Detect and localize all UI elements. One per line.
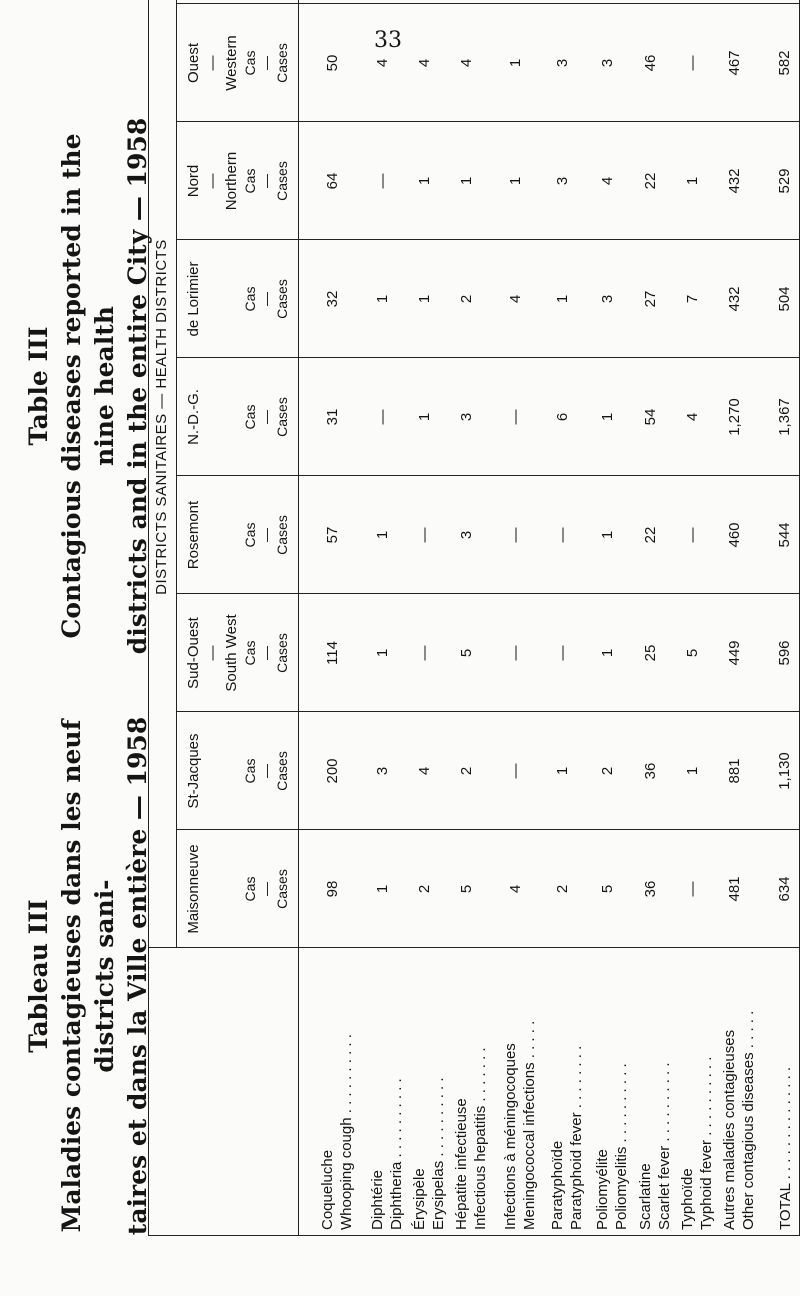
- case-count-cell: 1: [374, 884, 391, 894]
- cases-label-line: Cases: [274, 279, 290, 319]
- cases-label-line: Cases: [274, 43, 290, 83]
- case-count-cell: 1: [374, 648, 391, 658]
- case-count-cell: 1: [374, 530, 391, 540]
- case-count-cell: 3: [599, 294, 616, 304]
- case-count-cell: —: [684, 527, 701, 543]
- case-count-cell: 3: [458, 412, 475, 422]
- case-count-cell: [642, 0, 659, 4]
- cases-label-line: [274, 0, 290, 4]
- case-count-cell: [374, 0, 391, 4]
- column-rule: [148, 1235, 800, 1236]
- case-count-cell: 1: [507, 176, 524, 186]
- case-count-cell: 22: [642, 526, 659, 544]
- disease-label-line: Paratyphoïde: [549, 1140, 566, 1230]
- cases-label-line: Cas: [242, 286, 258, 312]
- district-name-line: de Lorimier: [185, 261, 202, 337]
- cases-label: [242, 712, 290, 830]
- case-count-cell: 4: [458, 58, 475, 68]
- cases-label: [242, 830, 290, 948]
- title-en-line-3: districts and in the entire City — 1958: [123, 117, 152, 655]
- cases-label-line: Cases: [274, 397, 290, 437]
- case-count-cell: 4: [374, 58, 391, 68]
- case-count-cell: —: [374, 409, 391, 425]
- title-en-line-2: Contagious diseases reported in the nine health: [57, 133, 119, 639]
- case-count-cell: 4: [416, 766, 433, 776]
- disease-label-line: Infectious hepatitis . . . . . . .: [472, 1047, 489, 1230]
- case-count-cell: 25: [642, 644, 659, 662]
- row-rule: [298, 0, 299, 1236]
- case-count-cell: 22: [642, 172, 659, 190]
- disease-label-line: Diphtheria . . . . . . . . . .: [388, 1078, 405, 1230]
- case-count-cell: 98: [324, 880, 341, 898]
- district-name-line: —: [204, 173, 221, 189]
- case-count-cell: 1: [507, 58, 524, 68]
- case-count-cell: 3: [554, 58, 571, 68]
- district-header-0: [184, 830, 203, 948]
- district-header-3: [184, 476, 203, 594]
- cases-label-line: Cas: [242, 640, 258, 666]
- case-count-cell: 2: [458, 766, 475, 776]
- cases-label: [242, 4, 290, 122]
- cases-label-line: —: [258, 292, 274, 306]
- case-count-cell: 1: [416, 412, 433, 422]
- case-count-cell: 460: [726, 522, 743, 548]
- disease-label-line: Paratyphoid fever . . . . . . . .: [568, 1045, 585, 1230]
- district-name-line: Northern: [223, 151, 240, 211]
- disease-label-line: Scarlet fever . . . . . . . . . .: [656, 1062, 673, 1230]
- case-count-cell: 2: [458, 294, 475, 304]
- case-count-cell: [554, 0, 571, 4]
- district-name-line: Rosemont: [185, 500, 202, 570]
- case-count-cell: 32: [324, 290, 341, 308]
- case-count-cell: 36: [642, 880, 659, 898]
- case-count-cell: 467: [726, 50, 743, 76]
- case-count-cell: [599, 0, 616, 4]
- case-count-cell: 50: [324, 54, 341, 72]
- cases-label-line: Cas: [242, 168, 258, 194]
- disease-label-line: Meningococcal infections . . . . .: [521, 1020, 538, 1230]
- case-count-cell: 31: [324, 408, 341, 426]
- cases-label-line: —: [258, 764, 274, 778]
- cases-label: [242, 122, 290, 240]
- districts-header: DISTRICTS SANITAIRES — HEALTH DISTRICTS: [153, 239, 170, 595]
- disease-label-line: Diphtérie: [369, 1169, 386, 1230]
- case-count-cell: —: [507, 763, 524, 779]
- disease-label: [501, 1021, 539, 1230]
- total-cell: [776, 0, 793, 4]
- case-count-cell: [726, 0, 743, 4]
- district-header-5: [184, 240, 203, 358]
- cases-label-line: —: [258, 56, 274, 70]
- case-count-cell: 7: [684, 294, 701, 304]
- table-titles: [22, 100, 152, 1256]
- district-name-line: St-Jacques: [185, 733, 202, 809]
- cases-label-line: Cas: [242, 50, 258, 76]
- case-count-cell: 5: [599, 884, 616, 894]
- district-name-line: Western: [223, 35, 240, 91]
- title-english: [22, 106, 154, 666]
- page-number: 33: [374, 28, 402, 53]
- case-count-cell: —: [684, 881, 701, 897]
- disease-label-line: Autres maladies contagieuses: [721, 1029, 738, 1230]
- district-name-line: —: [204, 55, 221, 71]
- case-count-cell: 449: [726, 640, 743, 666]
- disease-label-line: Poliomyélite: [594, 1149, 611, 1230]
- disease-label-line: Other contagious diseases . . . . .: [740, 1010, 757, 1230]
- case-count-cell: —: [554, 645, 571, 661]
- case-count-cell: 1: [458, 176, 475, 186]
- case-count-cell: 5: [458, 648, 475, 658]
- case-count-cell: 4: [599, 176, 616, 186]
- district-name-line: Maisonneuve: [185, 844, 202, 934]
- case-count-cell: 1: [599, 412, 616, 422]
- case-count-cell: 4: [416, 58, 433, 68]
- total-cell: 544: [776, 522, 793, 548]
- disease-label-line: TOTAL . . . . . . . . . . . . . .: [777, 1066, 794, 1230]
- case-count-cell: 5: [458, 884, 475, 894]
- case-count-cell: —: [507, 645, 524, 661]
- case-count-cell: 432: [726, 286, 743, 312]
- case-count-cell: 54: [642, 408, 659, 426]
- disease-label-line: Infections à méningocoques: [502, 1043, 519, 1230]
- cases-label-line: Cases: [274, 515, 290, 555]
- cases-label: [242, 0, 290, 4]
- total-cell: 504: [776, 286, 793, 312]
- title-fr-line-3: taires et dans la Ville entière — 1958: [123, 716, 152, 1236]
- district-name-line: Ouest: [185, 42, 202, 84]
- district-header-4: [184, 358, 203, 476]
- case-count-cell: 1: [416, 294, 433, 304]
- disease-label: [678, 1057, 716, 1230]
- total-cell: 634: [776, 876, 793, 902]
- case-count-cell: —: [416, 527, 433, 543]
- total-label: [776, 1067, 795, 1230]
- case-count-cell: 2: [416, 884, 433, 894]
- cases-label-line: Cas: [242, 404, 258, 430]
- disease-label: [410, 1077, 448, 1230]
- total-cell: 596: [776, 640, 793, 666]
- cases-label-line: Cas: [242, 876, 258, 902]
- case-count-cell: 6: [554, 412, 571, 422]
- case-count-cell: 1: [374, 294, 391, 304]
- disease-label-line: Typhoïde: [679, 1168, 696, 1230]
- cases-label-line: —: [258, 646, 274, 660]
- disease-label: [720, 1011, 758, 1230]
- district-header-1: [184, 712, 203, 830]
- case-count-cell: 1: [554, 766, 571, 776]
- district-header-2: [184, 594, 241, 712]
- case-count-cell: 64: [324, 172, 341, 190]
- disease-label: [368, 1078, 406, 1230]
- disease-label-line: Coqueluche: [319, 1149, 336, 1230]
- cases-label-line: —: [258, 882, 274, 896]
- district-name-line: South West: [223, 614, 240, 692]
- case-count-cell: 27: [642, 290, 659, 308]
- case-count-cell: 432: [726, 168, 743, 194]
- cases-label-line: —: [258, 528, 274, 542]
- case-count-cell: 4: [507, 884, 524, 894]
- cases-label-line: Cases: [274, 751, 290, 791]
- case-count-cell: 57: [324, 526, 341, 544]
- cases-label: [242, 476, 290, 594]
- case-count-cell: 481: [726, 876, 743, 902]
- case-count-cell: 1: [599, 530, 616, 540]
- case-count-cell: 3: [374, 766, 391, 776]
- cases-label-line: Cases: [274, 869, 290, 909]
- case-count-cell: —: [554, 527, 571, 543]
- case-count-cell: 1,270: [726, 398, 743, 436]
- case-count-cell: 1: [416, 176, 433, 186]
- district-header-8: [184, 0, 203, 4]
- title-en-line-1: Table III: [24, 326, 53, 446]
- disease-label: [636, 1062, 674, 1230]
- disease-label-line: Hépatite infectieuse: [453, 1098, 470, 1230]
- cases-label: [242, 594, 290, 712]
- case-count-cell: [458, 0, 475, 4]
- case-count-cell: [416, 0, 433, 4]
- case-count-cell: 881: [726, 758, 743, 784]
- case-count-cell: 4: [507, 294, 524, 304]
- total-cell: 529: [776, 168, 793, 194]
- contagious-diseases-table: [148, 35, 800, 1236]
- cases-label-line: —: [258, 174, 274, 188]
- case-count-cell: [324, 0, 341, 4]
- district-header-6: [184, 122, 241, 240]
- district-name-line: Nord: [185, 164, 202, 198]
- cases-label-line: Cas: [242, 758, 258, 784]
- total-cell: 582: [776, 50, 793, 76]
- case-count-cell: —: [507, 409, 524, 425]
- case-count-cell: —: [374, 173, 391, 189]
- case-count-cell: 3: [458, 530, 475, 540]
- row-rule: [176, 0, 177, 948]
- disease-label: [548, 1046, 586, 1230]
- case-count-cell: 1: [554, 294, 571, 304]
- disease-label: [452, 1047, 490, 1230]
- disease-label-line: Scarlatine: [637, 1163, 654, 1230]
- cases-label-line: Cas: [242, 522, 258, 548]
- case-count-cell: —: [507, 527, 524, 543]
- district-header-7: [184, 4, 241, 122]
- case-count-cell: 3: [554, 176, 571, 186]
- case-count-cell: 36: [642, 762, 659, 780]
- district-name-line: N.-D.-G.: [185, 389, 202, 445]
- case-count-cell: —: [416, 645, 433, 661]
- district-name-line: —: [204, 645, 221, 661]
- disease-label-line: Typhoid fever . . . . . . . . . .: [698, 1056, 715, 1230]
- disease-label-line: Erysipelas . . . . . . . . . .: [430, 1077, 447, 1230]
- district-name-line: Sud-Ouest: [185, 617, 202, 689]
- title-fr-line-1: Tableau III: [24, 899, 53, 1053]
- case-count-cell: 3: [599, 58, 616, 68]
- disease-label: [318, 1034, 356, 1230]
- case-count-cell: [684, 0, 701, 4]
- case-count-cell: 2: [554, 884, 571, 894]
- cases-label-line: [242, 0, 258, 4]
- case-count-cell: 114: [324, 641, 341, 665]
- disease-label-line: Poliomyelitis . . . . . . . . . .: [613, 1063, 630, 1230]
- title-fr-line-2: Maladies contagieuses dans les neuf districts sani-: [57, 719, 119, 1233]
- case-count-cell: 200: [324, 758, 341, 784]
- cases-label-line: [258, 0, 274, 4]
- disease-label-line: Whooping cough . . . . . . . . . .: [338, 1034, 355, 1230]
- case-count-cell: [507, 0, 524, 4]
- case-count-cell: 1: [684, 766, 701, 776]
- case-count-cell: 46: [642, 54, 659, 72]
- title-french: [22, 696, 154, 1256]
- cases-label-line: Cases: [274, 161, 290, 201]
- case-count-cell: 4: [684, 412, 701, 422]
- cases-label: [242, 358, 290, 476]
- rotated-page: [0, 35, 800, 1296]
- total-cell: 1,130: [776, 752, 793, 790]
- case-count-cell: 1: [684, 176, 701, 186]
- total-cell: 1,367: [776, 398, 793, 436]
- case-count-cell: 1: [599, 648, 616, 658]
- cases-label-line: —: [258, 410, 274, 424]
- cases-label: [242, 240, 290, 358]
- disease-label: [593, 1063, 631, 1230]
- disease-label-line: Érysipèle: [411, 1168, 428, 1230]
- case-count-cell: 5: [684, 648, 701, 658]
- district-name-line: [184, 0, 203, 4]
- cases-label-line: Cases: [274, 633, 290, 673]
- case-count-cell: —: [684, 55, 701, 71]
- row-rule: [148, 0, 149, 1236]
- case-count-cell: 2: [599, 766, 616, 776]
